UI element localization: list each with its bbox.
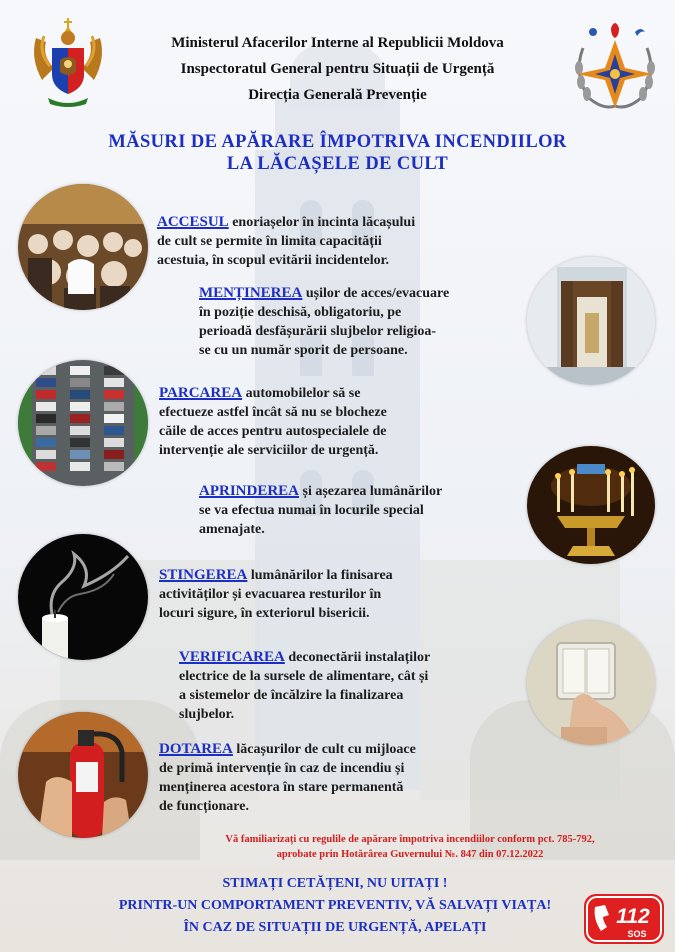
measure-access: ACCESUL enoriașelor în incinta lăcașului de cult se permite în limita capacității acestuia, în scopul evitării incidentelor.	[157, 214, 416, 268]
keyword-verification: VERIFICAREA	[179, 649, 285, 665]
footer-reminder: STIMAȚI CETĂȚENI, NU UITAȚI !	[222, 876, 448, 891]
fire-extinguisher-photo	[18, 712, 148, 838]
moldova-coat-of-arms-icon	[28, 18, 108, 110]
igsu-emblem-icon	[567, 18, 663, 114]
measure-verification: VERIFICAREA deconectării instalaților electrice de la sursele de alimentare, cât și a sistemelor de încălzire la finalizarea slujbelor.	[179, 649, 431, 722]
title-line-1: MĂSURI DE APĂRARE ÎMPOTRIVA INCENDIILOR	[108, 132, 567, 152]
directorate-name: Direcția Generală Prevenție	[248, 87, 427, 103]
title-line-2: LA LĂCAȘELE DE CULT	[226, 154, 449, 174]
emergency-label: SOS	[627, 929, 647, 939]
poster-title	[40, 131, 635, 175]
header	[0, 0, 675, 120]
inspectorate-name: Inspectoratul General pentru Situații de Urgență	[180, 61, 495, 77]
ministry-name: Ministerul Afacerilor Interne al Republicii Moldova	[171, 35, 504, 51]
measure-candle-extinguishing: STINGEREA lumânărilor la finisarea activităților și evacuarea resturilor în locuri sigure, în exteriorul bisericii.	[159, 567, 393, 621]
emergency-112-icon	[583, 893, 665, 945]
parking-lot-aerial-photo	[18, 360, 148, 486]
measure-parking: PARCAREA automobilelor să se efectueze astfel încât să nu se blocheze căile de acces pentru autospecialele de intervenție ale serviciilor de urgență.	[159, 385, 387, 458]
light-switch-photo	[527, 621, 655, 745]
regulation-note: Vă familiarizați cu regulile de apărare împotriva incendiilor conform pct. 785-792, aprobate prin Hotărârea Guvernului №. 847 din 07.12.2022	[225, 834, 595, 860]
measure-candle-lighting: APRINDEREA și așezarea lumânărilor se va efectua numai în locurile special amenajate.	[199, 483, 443, 537]
keyword-access: ACCESUL	[157, 214, 229, 230]
keyword-extinguishing: STINGEREA	[159, 567, 248, 583]
measure-doors: MENȚINEREA ușilor de acces/evacuare în poziție deschisă, obligatoriu, pe perioadă desfășurării slujbelor religioa- se cu un număr sporit de persoane.	[199, 285, 450, 358]
keyword-parking: PARCAREA	[159, 385, 243, 401]
open-church-door-photo	[527, 257, 655, 385]
keyword-lighting: APRINDEREA	[199, 483, 300, 499]
footer-prevention: PRINTR-UN COMPORTAMENT PREVENTIV, VĂ SALVAȚI VIAȚA!	[118, 898, 552, 913]
footer-emergency: ÎN CAZ DE SITUAȚII DE URGENȚĂ, APELAȚI	[183, 920, 487, 935]
extinguished-candle-photo	[18, 534, 148, 660]
keyword-maintenance: MENȚINEREA	[199, 285, 303, 301]
church-candles-photo	[527, 446, 655, 564]
crowd-in-church-photo	[18, 184, 148, 310]
emergency-number: 112	[616, 905, 650, 928]
keyword-equipment: DOTAREA	[159, 741, 233, 757]
measure-equipment: DOTAREA lăcașurilor de cult cu mijloace de primă intervenție în caz de incendiu și menținerea acestora în stare permanentă de funcționare.	[159, 741, 416, 814]
